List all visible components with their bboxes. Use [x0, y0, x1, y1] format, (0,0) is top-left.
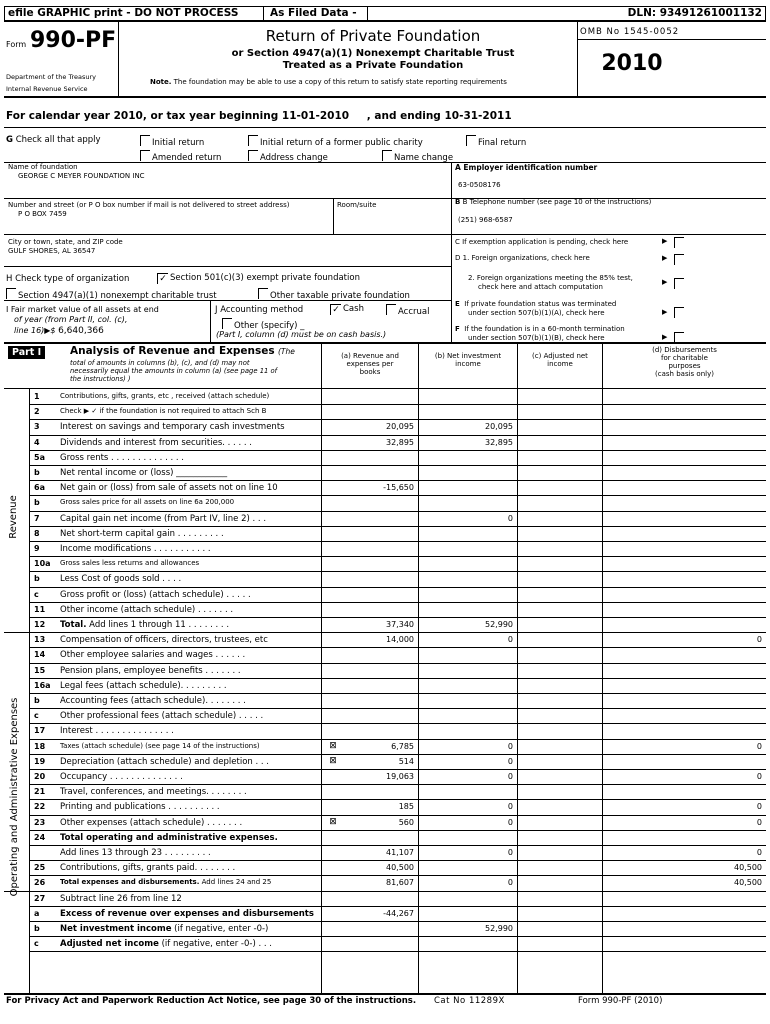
col-a-value: 41,107: [386, 848, 414, 857]
final-return-checkbox[interactable]: Final return: [466, 135, 526, 148]
line-label: Subtract line 26 from line 12: [60, 893, 182, 904]
line-number: 5a: [34, 452, 45, 462]
d1-arrow-icon: ▶: [662, 254, 668, 262]
col-a-value: -15,650: [383, 483, 414, 493]
col-b-value: 32,895: [485, 437, 513, 447]
col-a-value: 20,095: [386, 422, 414, 432]
col-a-value: -44,267: [383, 908, 414, 918]
line-number: 20: [34, 772, 46, 781]
part-i-desc-1: total of amounts in columns (b), (c), and (d) may not: [70, 359, 250, 367]
line-label: Net short-term capital gain . . . . . . . . .: [60, 528, 224, 539]
line-number: 13: [34, 635, 46, 645]
line-number: 15: [34, 665, 46, 675]
col-b-header: (b) Net investment income: [434, 352, 502, 368]
line-label: Total. Add lines 1 through 11 . . . . . . . .: [60, 620, 230, 630]
col-b-value: 0: [507, 802, 513, 812]
h-type-label: H Check type of organization: [6, 274, 130, 284]
line-number: c: [34, 589, 39, 599]
line-number: 11: [34, 604, 46, 614]
j-cash-basis-note: (Part I, column (d) must be on cash basis.): [216, 330, 387, 339]
expenses-side-label: Operating and Administrative Expenses: [9, 697, 20, 897]
line-number: 27: [34, 893, 46, 903]
dept-treasury: Department of the Treasury: [6, 73, 97, 81]
j-accounting-method: J Accounting method: [215, 305, 304, 315]
line-number: 2: [34, 407, 40, 417]
form-note: Note. The foundation may be able to use a copy of this return to satisfy state reporting requirements: [150, 78, 507, 86]
col-a-value: 560: [398, 817, 414, 827]
line-number: 18: [34, 741, 46, 751]
cat-number: Cat No 11289X: [434, 996, 505, 1006]
privacy-notice: For Privacy Act and Paperwork Reduction Act Notice, see page 30 of the instructions.: [6, 996, 417, 1006]
col-b-value: 0: [507, 741, 513, 751]
line-label: Excess of revenue over expenses and disbursements: [60, 908, 314, 919]
col-a-value: 19,063: [386, 772, 414, 781]
col-a-value: 40,500: [386, 863, 414, 873]
col-d-value: 0: [756, 817, 762, 827]
dln: DLN: 93491261001132: [627, 7, 762, 19]
line-number: c: [34, 939, 39, 949]
attachment-icon[interactable]: ⊠: [329, 816, 337, 827]
room-suite-label: Room/suite: [337, 201, 377, 209]
telephone-label: B B Telephone number (see page 10 of the instructions): [455, 198, 652, 206]
line-number: 14: [34, 650, 46, 660]
filed-banner: As Filed Data -: [270, 7, 357, 19]
line-label: Gross rents . . . . . . . . . . . . . .: [60, 452, 184, 463]
col-d-header: (d) Disbursements for charitable purposes (cash basis only): [652, 346, 717, 378]
c-checkbox[interactable]: [674, 237, 686, 249]
col-a-value: 37,340: [386, 620, 414, 629]
calendar-year-line: For calendar year 2010, or tax year beginning 11-01-2010 , and ending 10-31-2011: [6, 110, 512, 122]
line-label: Pension plans, employee benefits . . . . . . .: [60, 665, 241, 676]
c-exemption-pending: C If exemption application is pending, check here: [455, 238, 629, 246]
line-label: Less Cost of goods sold . . . .: [60, 574, 182, 585]
line-label: Adjusted net income (if negative, enter -0-) . . .: [60, 939, 272, 950]
line-label: Capital gain net income (from Part IV, line 2) . . .: [60, 513, 267, 524]
line-label: Gross sales price for all assets on line 6a 200,000: [60, 498, 235, 507]
line-number: 22: [34, 802, 46, 812]
line-label: Net investment income (if negative, enter -0-): [60, 924, 269, 934]
foundation-name: GEORGE C MEYER FOUNDATION INC: [18, 172, 145, 180]
line-label: Total operating and administrative expenses.: [60, 832, 278, 843]
part-i-desc-3: the instructions) ): [70, 375, 131, 383]
form-title: Return of Private Foundation: [265, 27, 481, 45]
form-subtitle-1: or Section 4947(a)(1) Nonexempt Charitable Trust: [231, 48, 515, 59]
i-fmv-label-3: line 16)▶$ 6,640,366: [14, 326, 104, 336]
col-c-header: (c) Adjusted net income: [532, 352, 588, 368]
line-label: Gross profit or (loss) (attach schedule) . . . . .: [60, 589, 251, 600]
col-b-value: 0: [507, 635, 513, 645]
telephone-value: (251) 968-6587: [458, 216, 513, 224]
h-4947-checkbox[interactable]: Section 4947(a)(1) nonexempt charitable trust: [6, 288, 217, 301]
d1-checkbox[interactable]: [674, 254, 686, 266]
g-check-label: G Check all that apply: [6, 135, 101, 145]
line-number: 6a: [34, 483, 45, 493]
col-b-value: 0: [507, 772, 513, 781]
i-fmv-label-1: I Fair market value of all assets at end: [6, 305, 159, 314]
part-i-tag: Part I: [8, 346, 45, 359]
city-value: GULF SHORES, AL 36547: [8, 247, 96, 255]
line-label: Occupancy . . . . . . . . . . . . . .: [60, 772, 183, 782]
line-label: Other professional fees (attach schedule) . . . . .: [60, 711, 264, 722]
efile-banner: efile GRAPHIC print - DO NOT PROCESS: [8, 7, 239, 19]
col-d-value: 40,500: [734, 863, 762, 873]
col-b-value: 0: [507, 848, 513, 857]
line-number: 9: [34, 544, 40, 553]
col-a-value: 6,785: [391, 741, 414, 751]
col-b-value: 52,990: [485, 620, 513, 629]
e-terminated-line1: E If private foundation status was terminated: [455, 300, 617, 308]
line-number: 12: [34, 620, 46, 629]
col-a-value: 185: [398, 802, 414, 812]
line-number: 19: [34, 756, 46, 766]
col-d-value: 0: [756, 802, 762, 812]
street-address: P O BOX 7459: [18, 210, 67, 218]
col-d-value: 0: [756, 635, 762, 645]
line-number: b: [34, 924, 40, 933]
name-change-checkbox[interactable]: Name change: [382, 150, 453, 163]
line-label: Dividends and interest from securities. . . . . .: [60, 437, 252, 448]
line-number: 25: [34, 863, 46, 873]
form-prefix: Form: [6, 40, 27, 49]
line-label: Other employee salaries and wages . . . . . .: [60, 650, 246, 661]
col-b-value: 0: [507, 756, 513, 766]
line-number: b: [34, 696, 40, 705]
col-d-value: 0: [756, 772, 762, 781]
dept-irs: Internal Revenue Service: [6, 85, 88, 93]
j-other-checkbox[interactable]: Other (specify) _: [222, 318, 304, 331]
e-terminated-line2: under section 507(b)(1)(A), check here: [468, 309, 605, 317]
line-number: 23: [34, 817, 46, 827]
line-label: Gross sales less returns and allowances: [60, 559, 200, 568]
col-d-value: 0: [756, 741, 762, 751]
line-label: Contributions, gifts, grants paid. . . . . . . .: [60, 863, 236, 874]
col-a-value: 514: [398, 756, 414, 766]
col-a-value: 14,000: [386, 635, 414, 645]
d2-foreign-85-line1: 2. Foreign organizations meeting the 85% test,: [468, 274, 633, 282]
col-b-value: 0: [507, 817, 513, 827]
line-label: Other expenses (attach schedule) . . . . . . .: [60, 817, 243, 828]
line-label: Legal fees (attach schedule). . . . . . . . .: [60, 680, 227, 691]
line-number: b: [34, 468, 40, 477]
col-b-value: 0: [507, 513, 513, 523]
line-label: Total expenses and disbursements. Add lines 24 and 25: [60, 878, 272, 887]
part-i-title: Analysis of Revenue and Expenses (The: [70, 345, 295, 357]
form-subtitle-2: Treated as a Private Foundation: [282, 60, 464, 71]
part-i-desc-2: necessarily equal the amounts in column (a) (see page 11 of: [70, 367, 278, 375]
ein-value: 63-0508176: [458, 181, 501, 189]
revenue-side-label: Revenue: [8, 495, 19, 539]
line-number: c: [34, 711, 39, 721]
f-60-month-line2: under section 507(b)(1)(B), check here: [468, 334, 605, 342]
tax-year: 2010: [601, 51, 663, 76]
attachment-icon[interactable]: ⊠: [329, 755, 337, 766]
col-a-value: 81,607: [386, 878, 414, 888]
col-b-value: 52,990: [485, 924, 513, 933]
j-cash-checkbox[interactable]: ✓ Cash: [330, 304, 364, 315]
street-label: Number and street (or P O box number if mail is not delivered to street address): [8, 201, 290, 209]
h-501c3-checkbox[interactable]: ✓ Section 501(c)(3) exempt private foundation: [157, 273, 360, 284]
col-a-header: (a) Revenue and expenses per books: [341, 352, 399, 376]
line-number: 8: [34, 528, 40, 538]
col-d-value: 0: [756, 848, 762, 857]
initial-former-checkbox[interactable]: Initial return of a former public charity: [248, 135, 423, 148]
e-checkbox[interactable]: [674, 307, 686, 319]
line-label: Depreciation (attach schedule) and depletion . . .: [60, 756, 270, 767]
col-a-value: 32,895: [386, 437, 414, 447]
d2-checkbox[interactable]: [674, 278, 686, 290]
line-number: 1: [34, 392, 40, 401]
address-change-checkbox[interactable]: Address change: [248, 150, 328, 163]
j-accrual-checkbox[interactable]: Accrual: [386, 304, 429, 317]
line-label: Accounting fees (attach schedule). . . . . . . .: [60, 696, 246, 706]
line-number: b: [34, 574, 40, 584]
d2-arrow-icon: ▶: [662, 278, 668, 286]
c-arrow-icon: ▶: [662, 237, 668, 245]
line-number: b: [34, 498, 40, 508]
line-label: Travel, conferences, and meetings. . . . . . . .: [60, 787, 247, 798]
line-number: a: [34, 908, 40, 918]
i-fmv-label-2: of year (from Part II, col. (c),: [14, 315, 128, 324]
d1-foreign-org: D 1. Foreign organizations, check here: [455, 254, 590, 262]
line-number: 3: [34, 422, 40, 432]
line-label: Contributions, gifts, grants, etc , received (attach schedule): [60, 392, 270, 400]
line-label: Interest on savings and temporary cash investments: [60, 422, 285, 433]
e-arrow-icon: ▶: [662, 308, 668, 316]
line-label: Check ▶ ✓ if the foundation is not required to attach Sch B: [60, 407, 267, 416]
i-fmv-value: 6,640,366: [58, 326, 104, 336]
line-label: Add lines 13 through 23 . . . . . . . . .: [60, 848, 211, 858]
form-number: 990-PF: [30, 28, 117, 53]
line-number: 17: [34, 726, 46, 736]
line-label: Compensation of officers, directors, trustees, etc: [60, 635, 268, 646]
attachment-icon[interactable]: ⊠: [329, 740, 337, 751]
f-60-month-line1: F If the foundation is in a 60-month termination: [455, 325, 625, 333]
initial-return-checkbox[interactable]: Initial return: [140, 135, 204, 148]
ein-label: A Employer identification number: [455, 163, 598, 172]
col-b-value: 0: [507, 878, 513, 888]
h-other-checkbox[interactable]: Other taxable private foundation: [258, 288, 410, 301]
line-label: Other income (attach schedule) . . . . . . .: [60, 604, 234, 615]
city-label: City or town, state, and ZIP code: [8, 238, 123, 246]
line-label: Printing and publications . . . . . . . . . .: [60, 802, 220, 813]
col-b-value: 20,095: [485, 422, 513, 432]
line-number: 21: [34, 787, 46, 797]
line-number: 16a: [34, 680, 51, 690]
line-label: Interest . . . . . . . . . . . . . . .: [60, 726, 174, 737]
line-label: Net rental income or (loss) ____________: [60, 468, 228, 478]
line-number: 4: [34, 437, 40, 447]
line-label: Net gain or (loss) from sale of assets not on line 10: [60, 483, 278, 494]
d2-foreign-85-line2: check here and attach computation: [478, 283, 603, 291]
f-arrow-icon: ▶: [662, 333, 668, 341]
foundation-name-label: Name of foundation: [8, 163, 78, 171]
line-label: Taxes (attach schedule) (see page 14 of the instructions): [60, 741, 260, 750]
line-label: Income modifications . . . . . . . . . . .: [60, 544, 211, 554]
col-d-value: 40,500: [734, 878, 762, 888]
form-footer: Form 990-PF (2010): [578, 996, 663, 1006]
line-number: 24: [34, 832, 46, 842]
line-number: 7: [34, 513, 40, 523]
amended-return-checkbox[interactable]: Amended return: [140, 150, 221, 163]
omb-number: OMB No 1545-0052: [580, 27, 680, 37]
line-number: 10a: [34, 559, 51, 569]
line-number: 26: [34, 878, 46, 888]
